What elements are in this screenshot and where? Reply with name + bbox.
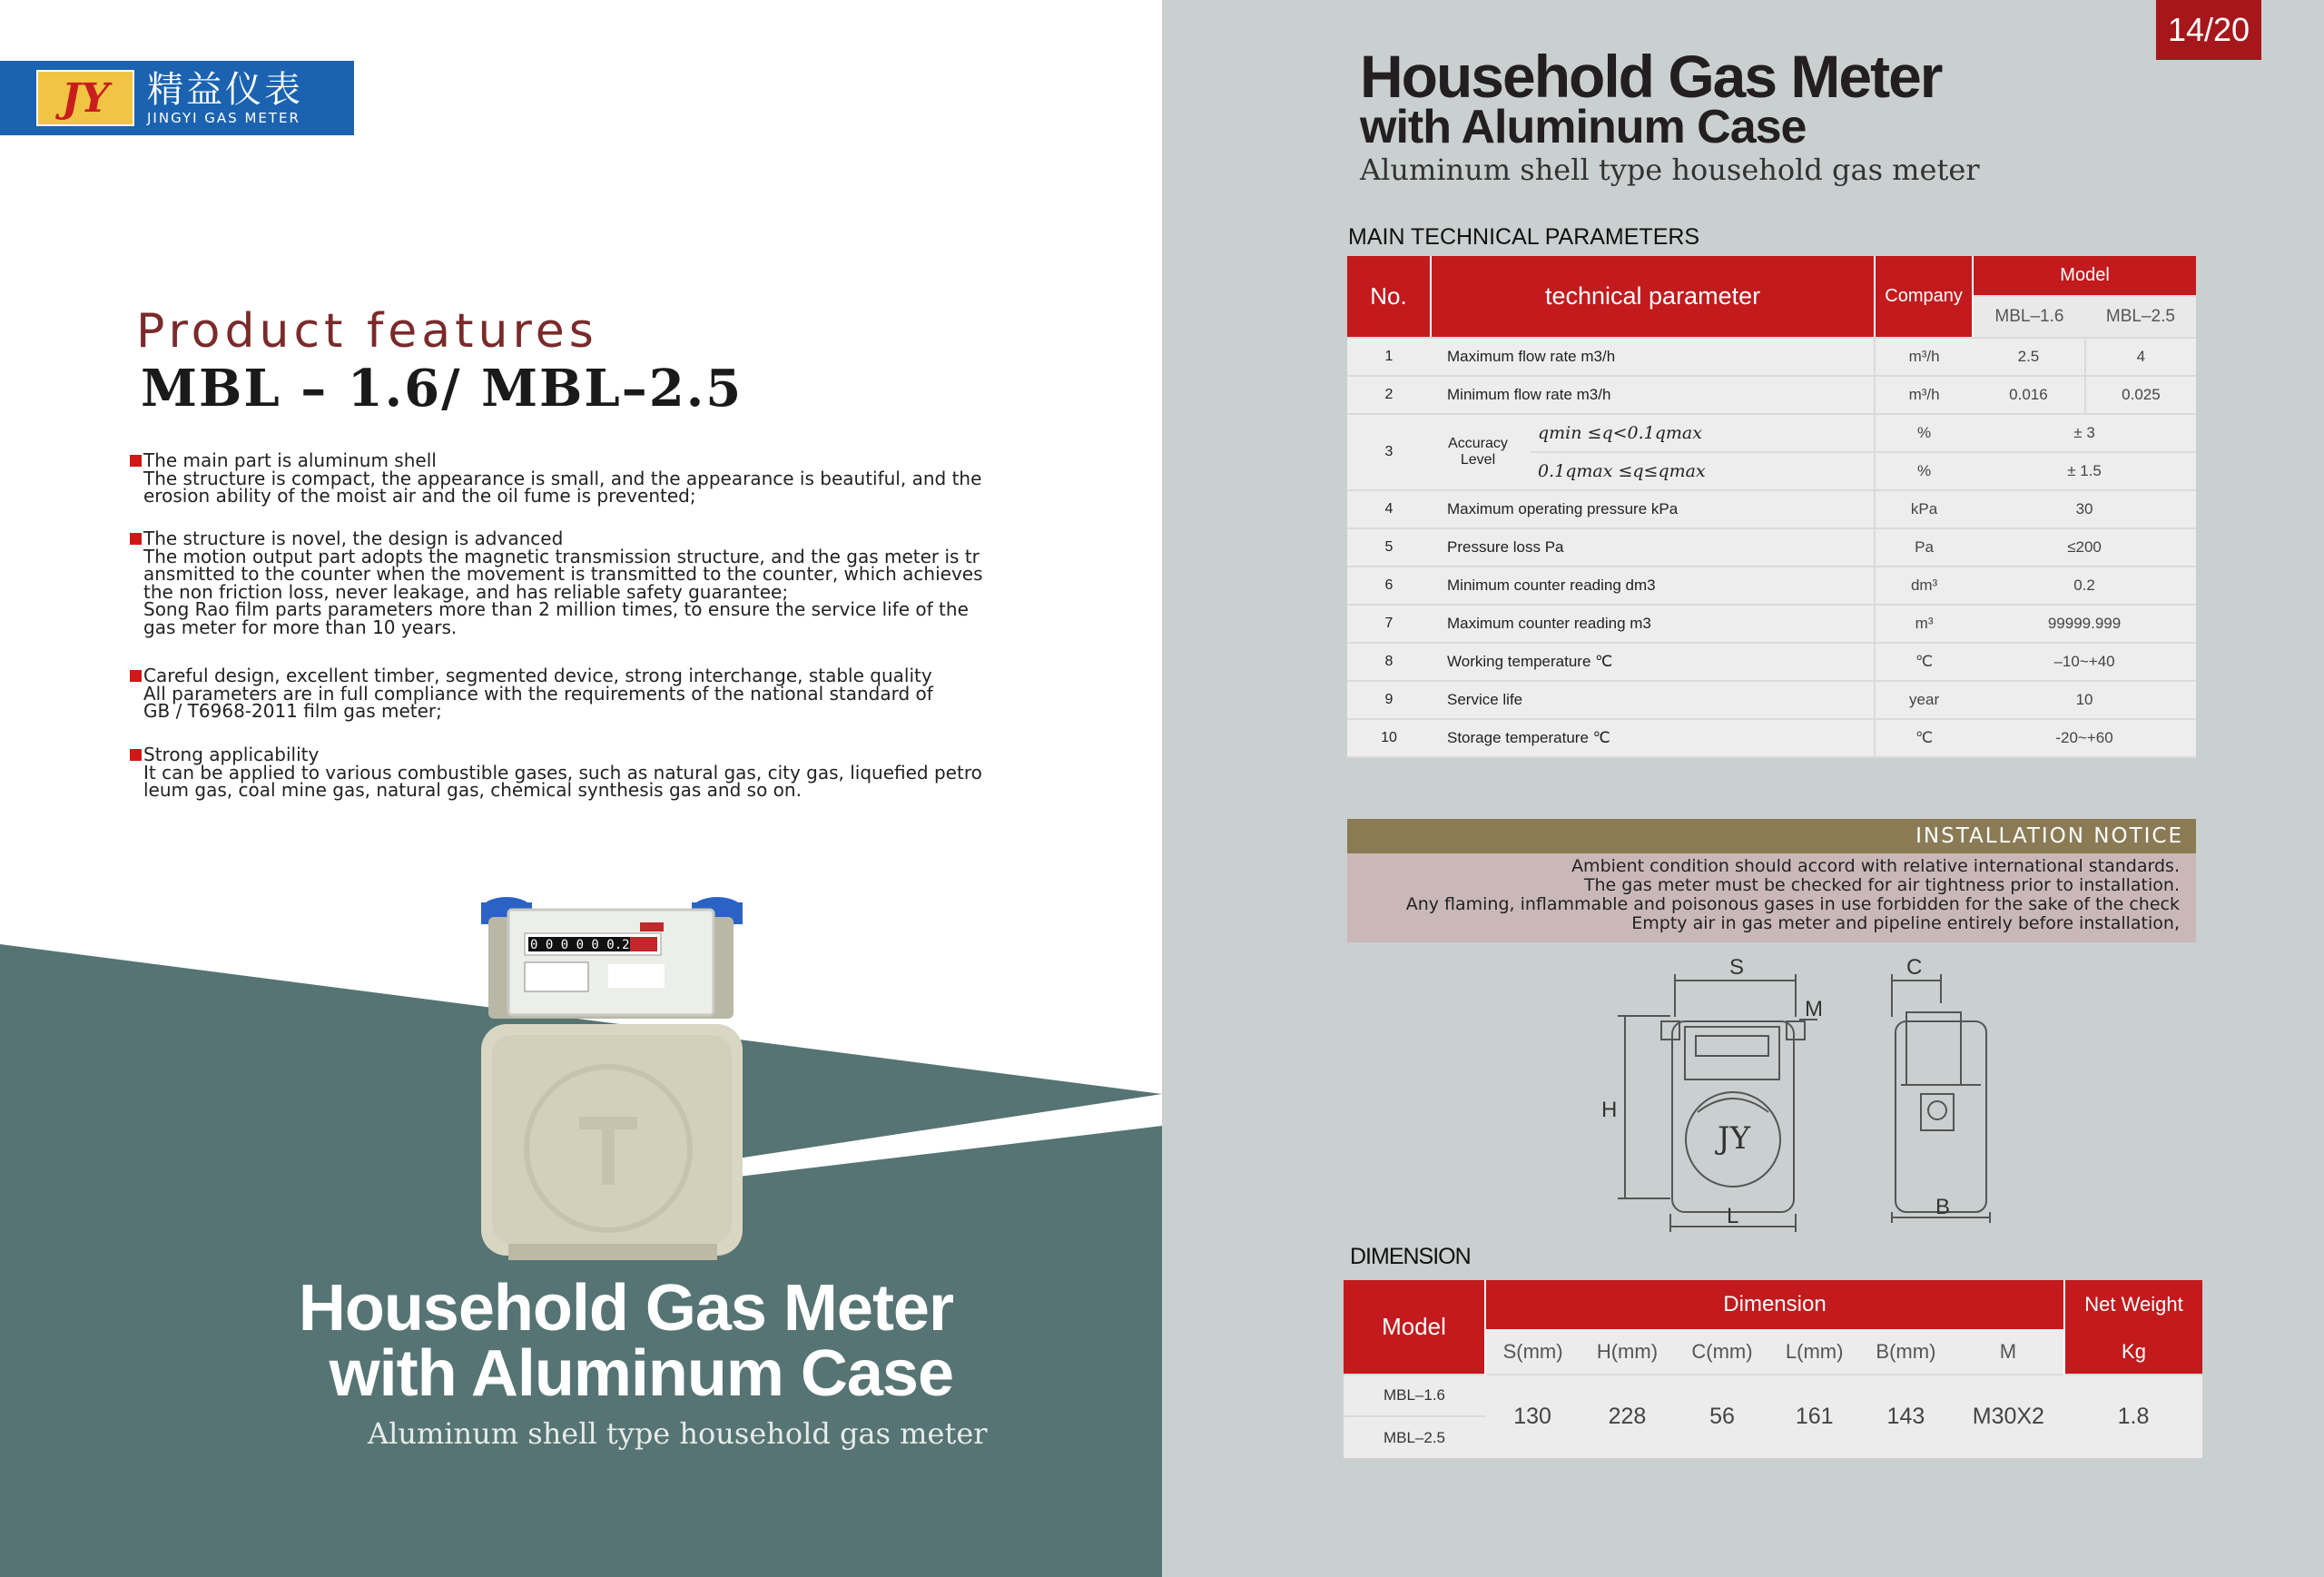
feature-block	[143, 449, 1069, 507]
params-heading: MAIN TECHNICAL PARAMETERS	[1348, 224, 1700, 250]
feature-line: All parameters are in full compliance with the requirements of the national standard of	[143, 682, 933, 705]
table-row	[1347, 719, 2196, 757]
row-value-2: 4	[2085, 338, 2196, 376]
row-no: 10	[1347, 719, 1431, 757]
bullet-icon	[130, 749, 142, 761]
page-title: Household Gas Meter	[1360, 43, 1942, 110]
value-c: 56	[1675, 1375, 1770, 1458]
dimension-heading: DIMENSION	[1350, 1244, 1471, 1269]
col-b: B(mm)	[1859, 1329, 1953, 1375]
table-row	[1347, 605, 2196, 643]
feature-block	[143, 746, 1069, 800]
table-row	[1347, 567, 2196, 605]
dimension-table	[1344, 1280, 2202, 1458]
logo-mark: JY	[36, 70, 134, 126]
col-s: S(mm)	[1485, 1329, 1580, 1375]
row-param: Working temperature ℃	[1431, 643, 1875, 681]
model-cell: MBL–2.5	[1344, 1416, 1485, 1458]
row-param: Minimum counter reading dm3	[1431, 567, 1875, 605]
models-heading: MBL – 1.6/ MBL–2.5	[141, 359, 743, 419]
row-value: 0.2	[1973, 567, 2196, 605]
feature-line: GB / T6968-2011 film gas meter;	[143, 700, 442, 722]
brand-name-cn: 精益仪表	[147, 69, 303, 111]
table-row	[1347, 681, 2196, 719]
accuracy-label-line1: Accuracy	[1448, 436, 1508, 451]
row-unit: Pa	[1875, 528, 1973, 567]
row-param: Minimum flow rate m3/h	[1431, 376, 1875, 414]
feature-line: Careful design, excellent timber, segmented device, strong interchange, stable quality	[143, 665, 932, 686]
notice-line: Ambient condition should accord with relative international standards.	[1571, 856, 2180, 876]
drawing-logo: JY	[1718, 1120, 1751, 1157]
bullet-icon	[130, 533, 142, 545]
dimension-drawing	[1598, 949, 2106, 1239]
table-row-accuracy	[1347, 414, 2196, 452]
col-parameter: technical parameter	[1431, 256, 1875, 338]
row-no: 3	[1347, 414, 1431, 490]
col-c: C(mm)	[1675, 1329, 1770, 1375]
row-param: Service life	[1431, 681, 1875, 719]
col-h: H(mm)	[1580, 1329, 1675, 1375]
col-kg: Kg	[2064, 1329, 2202, 1375]
row-value: ≤200	[1973, 528, 2196, 567]
table-row	[1347, 338, 2196, 376]
accuracy-label	[1431, 414, 1531, 490]
row-no: 5	[1347, 528, 1431, 567]
row-value-1: 2.5	[1973, 338, 2085, 376]
notice-line: Empty air in gas meter and pipeline entirely before installation,	[1631, 913, 2180, 933]
row-no: 2	[1347, 376, 1431, 414]
feature-line: The motion output part adopts the magnetic transmission structure, and the gas meter is tr	[143, 545, 980, 567]
row-value: –10~+40	[1973, 643, 2196, 681]
feature-line: the non friction loss, never leakage, and has reliable safety guarantee;	[143, 580, 789, 603]
gas-meter-photo	[472, 890, 744, 1271]
row-param: Maximum counter reading m3	[1431, 605, 1875, 643]
label-s: S	[1729, 955, 1745, 980]
col-no: No.	[1347, 256, 1431, 338]
row-value-1: 0.016	[1973, 376, 2085, 414]
page-subtitle: Aluminum shell type household gas meter	[1360, 153, 1980, 187]
row-unit: m³/h	[1875, 338, 1973, 376]
label-b: B	[1935, 1195, 1951, 1219]
feature-line: erosion ability of the moist air and the oil fume is prevented;	[143, 485, 696, 507]
table-row	[1344, 1375, 2202, 1416]
col-model: Model	[1344, 1280, 1485, 1375]
bottom-title-line1: Household Gas Meter	[298, 1272, 953, 1345]
technical-params-table	[1347, 256, 2196, 758]
row-unit: kPa	[1875, 490, 1973, 528]
bottom-title-line2: with Aluminum Case	[329, 1337, 953, 1410]
feature-line: It can be applied to various combustible gases, such as natural gas, city gas, liquefied petro	[143, 761, 982, 784]
feature-line: The main part is aluminum shell	[143, 449, 437, 471]
table-row	[1347, 376, 2196, 414]
row-value: ± 1.5	[1973, 452, 2196, 490]
value-s: 130	[1485, 1375, 1580, 1458]
row-unit: m³/h	[1875, 376, 1973, 414]
row-param: Maximum flow rate m3/h	[1431, 338, 1875, 376]
col-company: Company	[1875, 256, 1973, 338]
feature-line: Song Rao film parts parameters more than 2 million times, to ensure the service life of the	[143, 598, 969, 620]
col-l: L(mm)	[1769, 1329, 1859, 1375]
col-model: Model	[1973, 256, 2196, 296]
bottom-subtitle: Aluminum shell type household gas meter	[368, 1416, 988, 1451]
feature-line: ansmitted to the counter when the movement is transmitted to the counter, which achieves	[143, 563, 983, 585]
features-title: Product features	[136, 304, 598, 359]
row-unit: %	[1875, 414, 1973, 452]
feature-line: gas meter for more than 10 years.	[143, 616, 458, 638]
row-unit: m³	[1875, 605, 1973, 643]
table-row	[1347, 528, 2196, 567]
accuracy-condition-2: 0.1qmax ≤q≤qmax	[1531, 452, 1875, 490]
feature-block	[143, 667, 1069, 721]
brand-name-en: JINGYI GAS METER	[147, 110, 300, 126]
row-no: 9	[1347, 681, 1431, 719]
col-m: M	[1953, 1329, 2064, 1375]
feature-line: leum gas, coal mine gas, natural gas, chemical synthesis gas and so on.	[143, 779, 802, 801]
value-net-weight: 1.8	[2064, 1375, 2202, 1458]
value-m: M30X2	[1953, 1375, 2064, 1458]
feature-line: Strong applicability	[143, 744, 320, 765]
row-param: Maximum operating pressure kPa	[1431, 490, 1875, 528]
feature-block	[143, 527, 1069, 638]
row-no: 1	[1347, 338, 1431, 376]
value-b: 143	[1859, 1375, 1953, 1458]
col-model-1: MBL–1.6	[1973, 296, 2085, 338]
table-row	[1347, 643, 2196, 681]
page-title-line2: with Aluminum Case	[1360, 101, 1807, 153]
row-value: ± 3	[1973, 414, 2196, 452]
notice-heading: INSTALLATION NOTICE	[1347, 819, 2196, 853]
right-page	[1162, 0, 2324, 1577]
table-row	[1347, 490, 2196, 528]
row-unit: dm³	[1875, 567, 1973, 605]
label-h: H	[1601, 1098, 1618, 1122]
label-m: M	[1805, 997, 1823, 1021]
feature-line: The structure is novel, the design is advanced	[143, 527, 564, 549]
row-no: 6	[1347, 567, 1431, 605]
accuracy-label-line2: Level	[1460, 452, 1496, 468]
bullet-icon	[130, 455, 142, 467]
brand-logo	[0, 61, 354, 135]
label-c: C	[1906, 955, 1923, 980]
page-number: 14/20	[2156, 0, 2261, 60]
row-no: 4	[1347, 490, 1431, 528]
feature-line: The structure is compact, the appearance is small, and the appearance is beautiful, and the	[143, 467, 982, 489]
row-unit: %	[1875, 452, 1973, 490]
label-l: L	[1727, 1204, 1739, 1228]
row-unit: ℃	[1875, 643, 1973, 681]
row-value: 30	[1973, 490, 2196, 528]
bottom-title	[245, 1272, 953, 1410]
meter-counter: 0 0 0 0 0 0.2	[530, 938, 630, 952]
row-value: -20~+60	[1973, 719, 2196, 757]
row-param: Storage temperature ℃	[1431, 719, 1875, 757]
row-no: 7	[1347, 605, 1431, 643]
notice-line: Any flaming, inflammable and poisonous gases in use forbidden for the sake of the check	[1405, 894, 2180, 914]
bullet-icon	[130, 670, 142, 682]
model-cell: MBL–1.6	[1344, 1375, 1485, 1416]
notice-line: The gas meter must be checked for air tightness prior to installation.	[1583, 875, 2180, 895]
value-l: 161	[1769, 1375, 1859, 1458]
row-no: 8	[1347, 643, 1431, 681]
col-model-2: MBL–2.5	[2085, 296, 2196, 338]
accuracy-condition-1: qmin ≤q<0.1qmax	[1531, 414, 1875, 452]
row-param: Pressure loss Pa	[1431, 528, 1875, 567]
row-unit: year	[1875, 681, 1973, 719]
row-unit: ℃	[1875, 719, 1973, 757]
col-dimension: Dimension	[1485, 1280, 2064, 1329]
row-value: 10	[1973, 681, 2196, 719]
col-net-weight: Net Weight	[2064, 1280, 2202, 1329]
installation-notice	[1347, 819, 2196, 942]
row-value-2: 0.025	[2085, 376, 2196, 414]
row-value: 99999.999	[1973, 605, 2196, 643]
value-h: 228	[1580, 1375, 1675, 1458]
